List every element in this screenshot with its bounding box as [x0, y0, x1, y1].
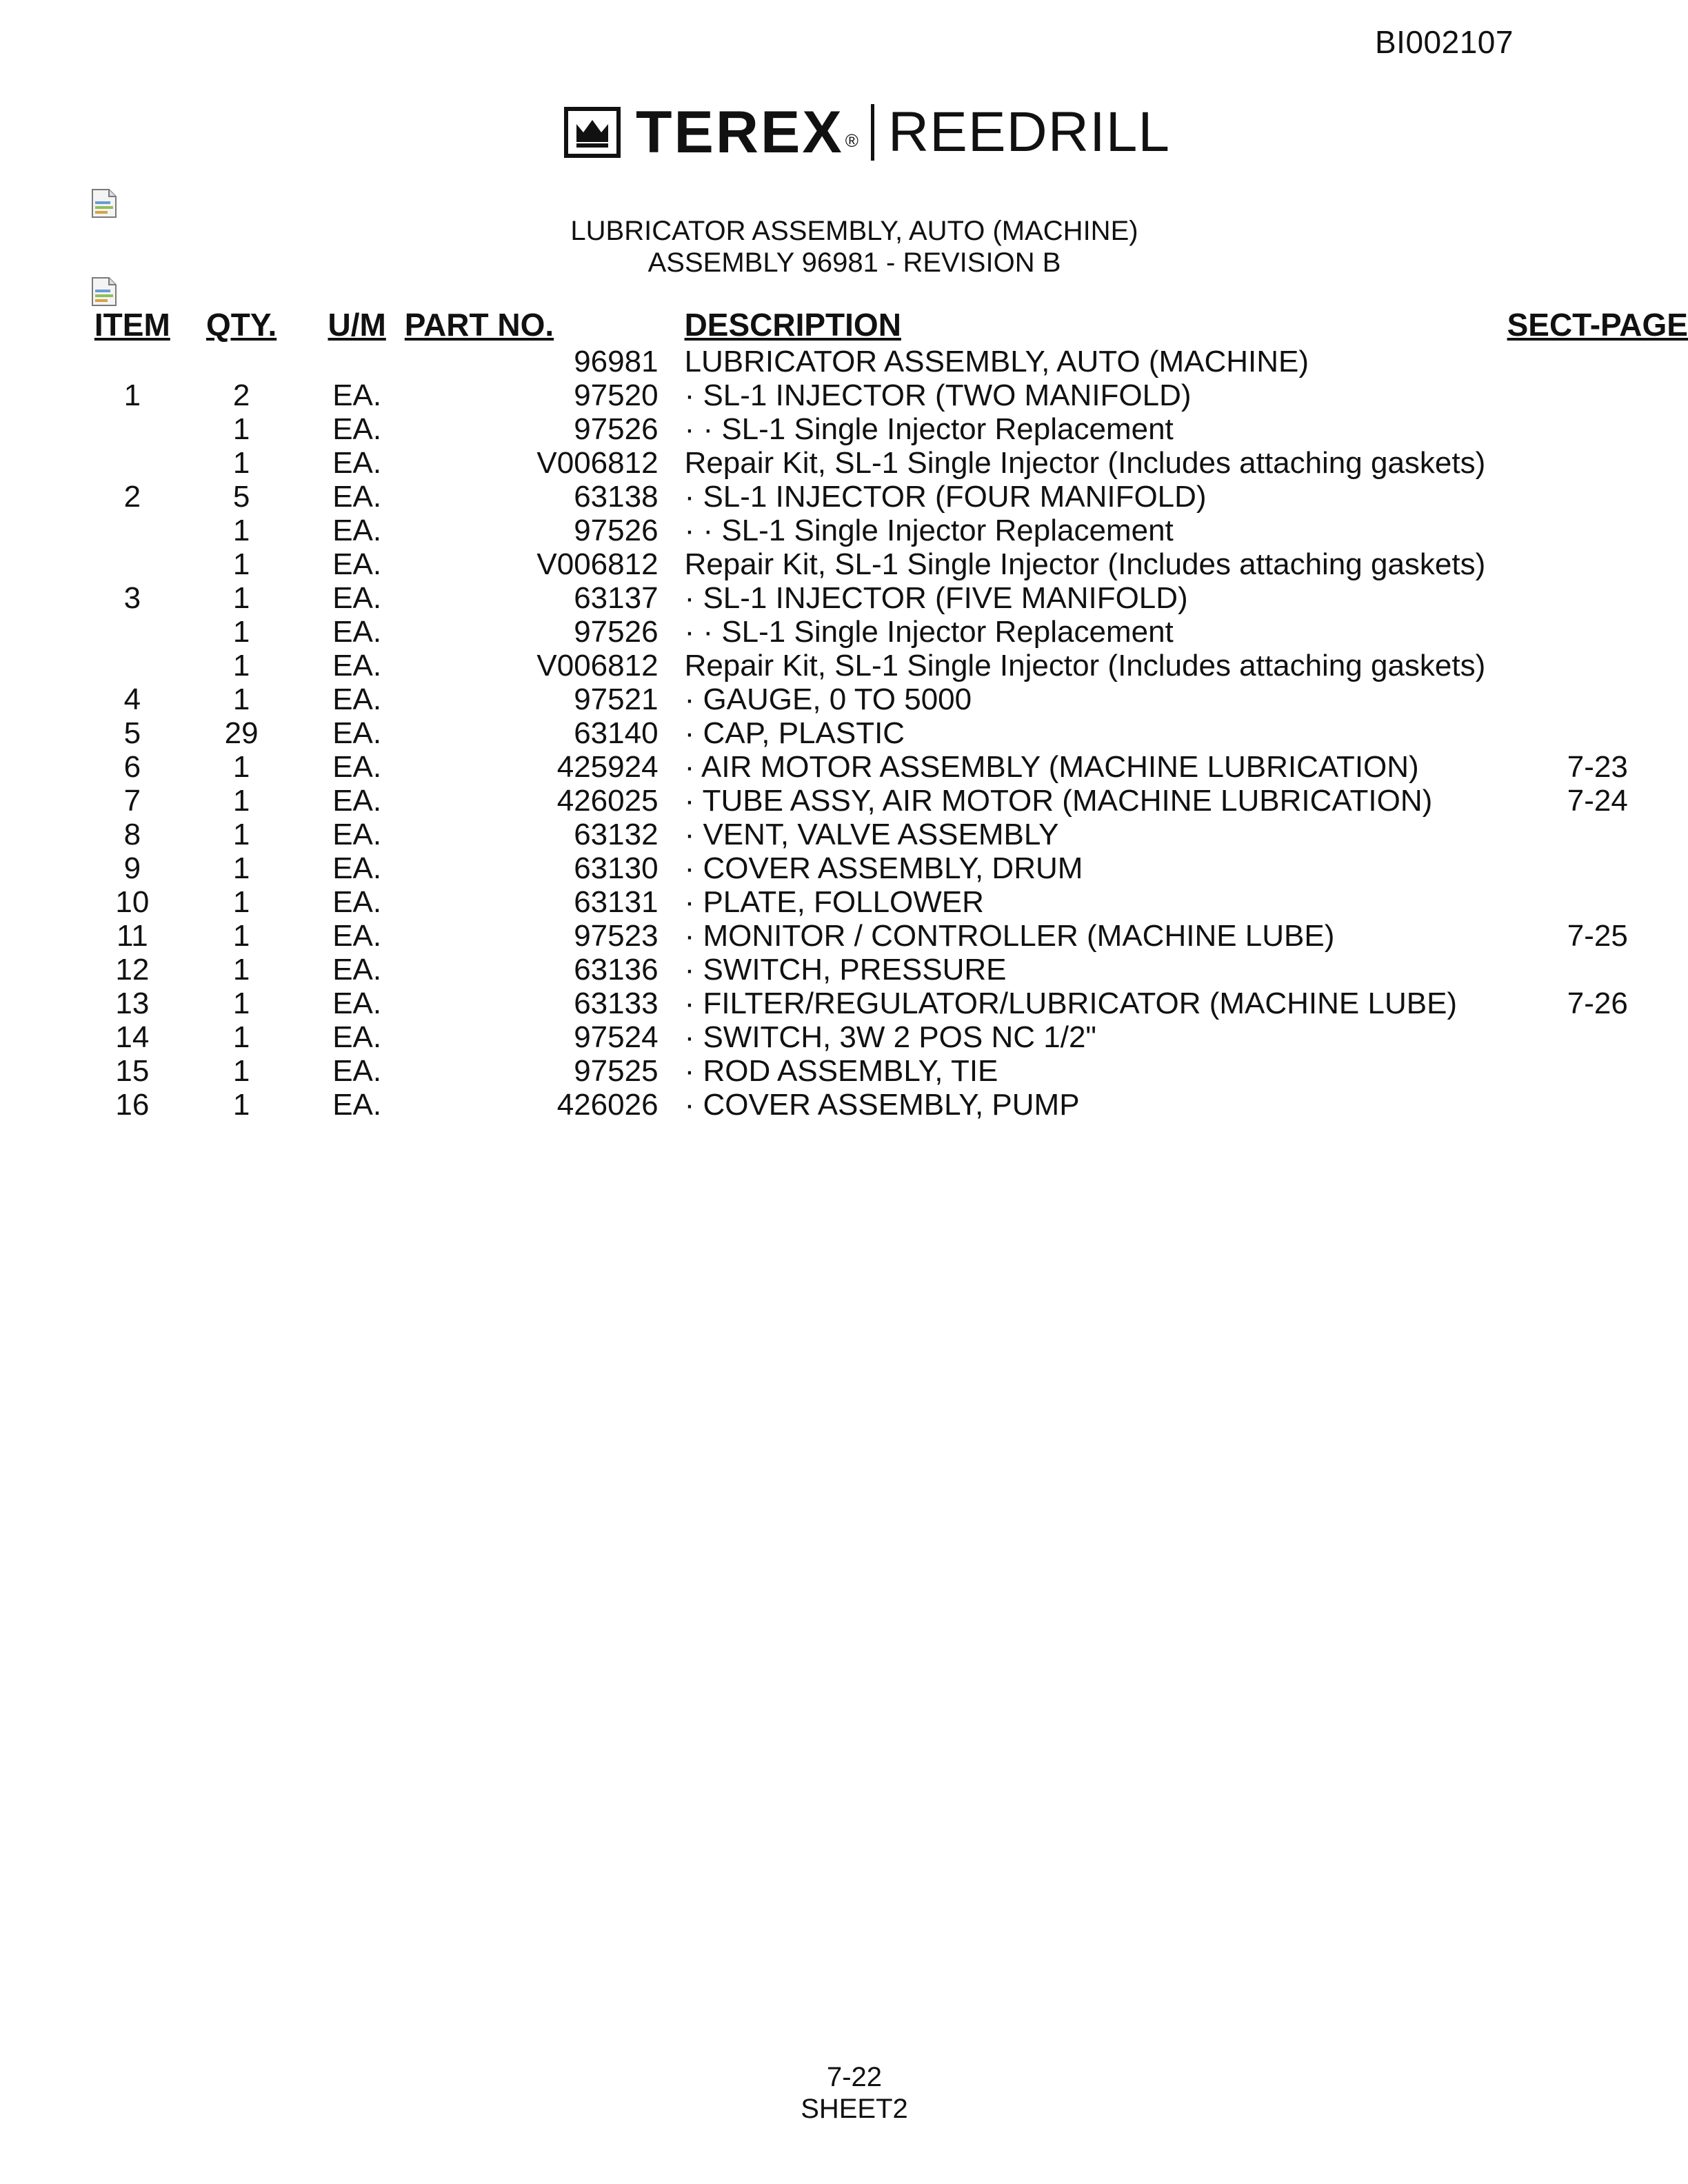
cell-part-no: 97524: [574, 1020, 659, 1054]
cell-sect-page: [1507, 581, 1688, 615]
cell-item: [91, 412, 174, 446]
registered-mark: ®: [845, 130, 858, 151]
cell-item: [91, 615, 174, 649]
table-row: [91, 412, 1688, 446]
cell-description: · SL-1 INJECTOR (FIVE MANIFOLD): [684, 581, 1188, 615]
cell-qty: 1: [232, 987, 250, 1020]
cell-qty: 1: [232, 750, 250, 784]
cell-description: · COVER ASSEMBLY, PUMP: [684, 1088, 1080, 1122]
cell-part-no: 97526: [574, 514, 659, 547]
cell-qty: 1: [232, 615, 250, 649]
table-row: [91, 547, 1688, 581]
cell-description: · VENT, VALVE ASSEMBLY: [684, 818, 1059, 851]
cell-description: · · SL-1 Single Injector Replacement: [684, 514, 1174, 547]
cell-um: EA.: [332, 818, 382, 851]
cell-sect-page: [1507, 446, 1688, 480]
title-line-2: ASSEMBLY 96981 - REVISION B: [647, 247, 1061, 278]
table-row: [91, 615, 1688, 649]
cell-sect-page: [1507, 378, 1688, 412]
table-row: [91, 987, 1688, 1020]
cell-qty: [174, 345, 310, 378]
cell-um: EA.: [332, 378, 382, 412]
table-row: [91, 784, 1688, 818]
cell-item: 12: [115, 953, 150, 987]
cell-part-no: 96981: [574, 345, 659, 378]
table-row: [91, 953, 1688, 987]
cell-part-no: V006812: [536, 446, 659, 480]
cell-qty: 1: [232, 581, 250, 615]
table-row: [91, 682, 1688, 716]
title-line-1: LUBRICATOR ASSEMBLY, AUTO (MACHINE): [570, 216, 1138, 246]
table-row: [91, 1054, 1688, 1088]
cell-part-no: 425924: [556, 750, 659, 784]
cell-qty: 1: [232, 885, 250, 919]
page-footer: [0, 2061, 1688, 2125]
cell-qty: 1: [232, 514, 250, 547]
cell-qty: 1: [232, 446, 250, 480]
cell-um: EA.: [332, 480, 382, 514]
cell-part-no: 426025: [556, 784, 659, 818]
cell-part-no: 97523: [574, 919, 659, 953]
cell-item: 4: [123, 682, 141, 716]
cell-item: [91, 446, 174, 480]
cell-sect-page: [1507, 885, 1688, 919]
table-row: [91, 480, 1688, 514]
cell-part-no: 63140: [574, 716, 659, 750]
cell-sect-page: 7-23: [1567, 750, 1628, 784]
cell-sect-page: [1507, 649, 1688, 682]
cell-item: 15: [115, 1054, 150, 1088]
cell-item: 9: [123, 851, 141, 885]
page-number: 7-22: [826, 2062, 883, 2092]
column-header-part-no: PART NO.: [404, 307, 554, 343]
table-row: [91, 851, 1688, 885]
cell-part-no: V006812: [536, 649, 659, 682]
cell-um: EA.: [332, 446, 382, 480]
column-header-um: U/M: [328, 307, 386, 343]
logo-product: REEDRILL: [887, 101, 1170, 163]
cell-sect-page: 7-26: [1567, 987, 1628, 1020]
table-row: [91, 818, 1688, 851]
cell-description: · SL-1 INJECTOR (FOUR MANIFOLD): [684, 480, 1207, 514]
terex-reedrill-logo: [564, 99, 1170, 165]
cell-description: · SL-1 INJECTOR (TWO MANIFOLD): [684, 378, 1192, 412]
table-row: [91, 750, 1688, 784]
cell-description: · SWITCH, PRESSURE: [684, 953, 1007, 987]
cell-um: EA.: [332, 919, 382, 953]
parts-table: [91, 305, 1688, 1122]
table-row: [91, 345, 1688, 378]
cell-um: EA.: [332, 1088, 382, 1122]
column-header-description: DESCRIPTION: [684, 307, 901, 343]
cell-item: 10: [115, 885, 150, 919]
column-header-item: ITEM: [94, 307, 170, 343]
cell-sect-page: [1507, 1054, 1688, 1088]
table-row: [91, 1088, 1688, 1122]
table-row: [91, 446, 1688, 480]
cell-um: EA.: [332, 1020, 382, 1054]
cell-item: 8: [123, 818, 141, 851]
cell-um: EA.: [332, 851, 382, 885]
cell-description: Repair Kit, SL-1 Single Injector (Includes attaching gaskets): [684, 649, 1486, 682]
cell-sect-page: [1507, 953, 1688, 987]
cell-item: 1: [123, 378, 141, 412]
cell-sect-page: [1507, 1088, 1688, 1122]
cell-part-no: 97526: [574, 615, 659, 649]
cell-sect-page: [1507, 818, 1688, 851]
cell-part-no: 426026: [556, 1088, 659, 1122]
cell-description: · MONITOR / CONTROLLER (MACHINE LUBE): [684, 919, 1335, 953]
column-header-qty: QTY.: [205, 307, 277, 343]
cell-part-no: 97525: [574, 1054, 659, 1088]
cell-sect-page: [1507, 1020, 1688, 1054]
cell-item: [91, 547, 174, 581]
cell-item: 7: [123, 784, 141, 818]
cell-description: · ROD ASSEMBLY, TIE: [684, 1054, 998, 1088]
document-id: BI002107: [1375, 24, 1514, 60]
cell-description: · · SL-1 Single Injector Replacement: [684, 412, 1174, 446]
cell-sect-page: [1507, 716, 1688, 750]
cell-item: 14: [115, 1020, 150, 1054]
cell-part-no: 63130: [574, 851, 659, 885]
cell-qty: 1: [232, 412, 250, 446]
column-header-sect-page: SECT-PAGE: [1507, 307, 1688, 343]
cell-um: EA.: [332, 615, 382, 649]
cell-description: · PLATE, FOLLOWER: [684, 885, 984, 919]
cell-part-no: 63132: [574, 818, 659, 851]
cell-um: EA.: [332, 953, 382, 987]
cell-part-no: 97520: [574, 378, 659, 412]
document-title: [0, 215, 1688, 279]
cell-qty: 1: [232, 1054, 250, 1088]
cell-part-no: 63136: [574, 953, 659, 987]
document-link-icon[interactable]: [91, 277, 117, 306]
cell-qty: 1: [232, 851, 250, 885]
cell-qty: 2: [232, 378, 250, 412]
cell-qty: 1: [232, 784, 250, 818]
cell-part-no: 63138: [574, 480, 659, 514]
cell-um: EA.: [332, 885, 382, 919]
table-row: [91, 581, 1688, 615]
table-row: [91, 1020, 1688, 1054]
cell-qty: 1: [232, 649, 250, 682]
cell-part-no: 97521: [574, 682, 659, 716]
cell-um: EA.: [332, 784, 382, 818]
table-row: [91, 919, 1688, 953]
cell-description: · FILTER/REGULATOR/LUBRICATOR (MACHINE LUBE): [684, 987, 1458, 1020]
cell-description: Repair Kit, SL-1 Single Injector (Includes attaching gaskets): [684, 446, 1486, 480]
cell-description: · · SL-1 Single Injector Replacement: [684, 615, 1174, 649]
table-row: [91, 649, 1688, 682]
cell-um: EA.: [332, 581, 382, 615]
cell-item: 3: [123, 581, 141, 615]
cell-um: EA.: [332, 987, 382, 1020]
parts-table-body: [91, 345, 1688, 1122]
cell-item: 13: [115, 987, 150, 1020]
cell-sect-page: [1507, 547, 1688, 581]
cell-description: · COVER ASSEMBLY, DRUM: [684, 851, 1083, 885]
cell-description: LUBRICATOR ASSEMBLY, AUTO (MACHINE): [684, 345, 1309, 378]
cell-um: EA.: [332, 547, 382, 581]
cell-qty: 1: [232, 1020, 250, 1054]
cell-sect-page: [1507, 345, 1688, 378]
cell-um: EA.: [332, 1054, 382, 1088]
logo-divider: [871, 104, 874, 161]
cell-description: · CAP, PLASTIC: [684, 716, 905, 750]
cell-sect-page: [1507, 480, 1688, 514]
cell-um: EA.: [332, 649, 382, 682]
cell-sect-page: [1507, 412, 1688, 446]
sheet-label: SHEET2: [801, 2094, 908, 2124]
cell-part-no: 63133: [574, 987, 659, 1020]
cell-description: · SWITCH, 3W 2 POS NC 1/2": [684, 1020, 1097, 1054]
cell-item: 5: [123, 716, 141, 750]
table-row: [91, 885, 1688, 919]
cell-item: 11: [116, 919, 148, 953]
cell-qty: 1: [232, 953, 250, 987]
cell-item: [91, 649, 174, 682]
cell-description: · GAUGE, 0 TO 5000: [684, 682, 972, 716]
cell-item: 16: [115, 1088, 150, 1122]
cell-description: · AIR MOTOR ASSEMBLY (MACHINE LUBRICATION): [684, 750, 1419, 784]
cell-sect-page: 7-25: [1567, 919, 1628, 953]
cell-sect-page: [1507, 682, 1688, 716]
cell-item: 6: [123, 750, 141, 784]
cell-qty: 1: [232, 1088, 250, 1122]
cell-sect-page: [1507, 615, 1688, 649]
cell-um: EA.: [332, 716, 382, 750]
cell-part-no: V006812: [536, 547, 659, 581]
cell-sect-page: [1507, 514, 1688, 547]
logo-brand: TEREX: [636, 99, 844, 165]
cell-item: 2: [123, 480, 141, 514]
table-row: [91, 514, 1688, 547]
cell-item: [91, 345, 174, 378]
table-row: [91, 378, 1688, 412]
cell-part-no: 63137: [574, 581, 659, 615]
document-link-icon[interactable]: [91, 189, 117, 218]
cell-um: EA.: [332, 412, 382, 446]
cell-sect-page: 7-24: [1567, 784, 1628, 818]
cell-part-no: 97526: [574, 412, 659, 446]
table-header-row: [91, 305, 1688, 345]
cell-qty: 1: [232, 682, 250, 716]
cell-description: · TUBE ASSY, AIR MOTOR (MACHINE LUBRICATION): [684, 784, 1433, 818]
cell-part-no: 63131: [574, 885, 659, 919]
cell-qty: 1: [232, 547, 250, 581]
cell-qty: 1: [232, 919, 250, 953]
cell-um: EA.: [332, 750, 382, 784]
cell-qty: 29: [224, 716, 259, 750]
cell-qty: 5: [232, 480, 250, 514]
cell-item: [91, 514, 174, 547]
terex-crown-logo-icon: [564, 107, 621, 158]
table-row: [91, 716, 1688, 750]
cell-description: Repair Kit, SL-1 Single Injector (Includes attaching gaskets): [684, 547, 1486, 581]
cell-um: [310, 345, 405, 378]
cell-um: EA.: [332, 682, 382, 716]
cell-sect-page: [1507, 851, 1688, 885]
cell-um: EA.: [332, 514, 382, 547]
cell-qty: 1: [232, 818, 250, 851]
